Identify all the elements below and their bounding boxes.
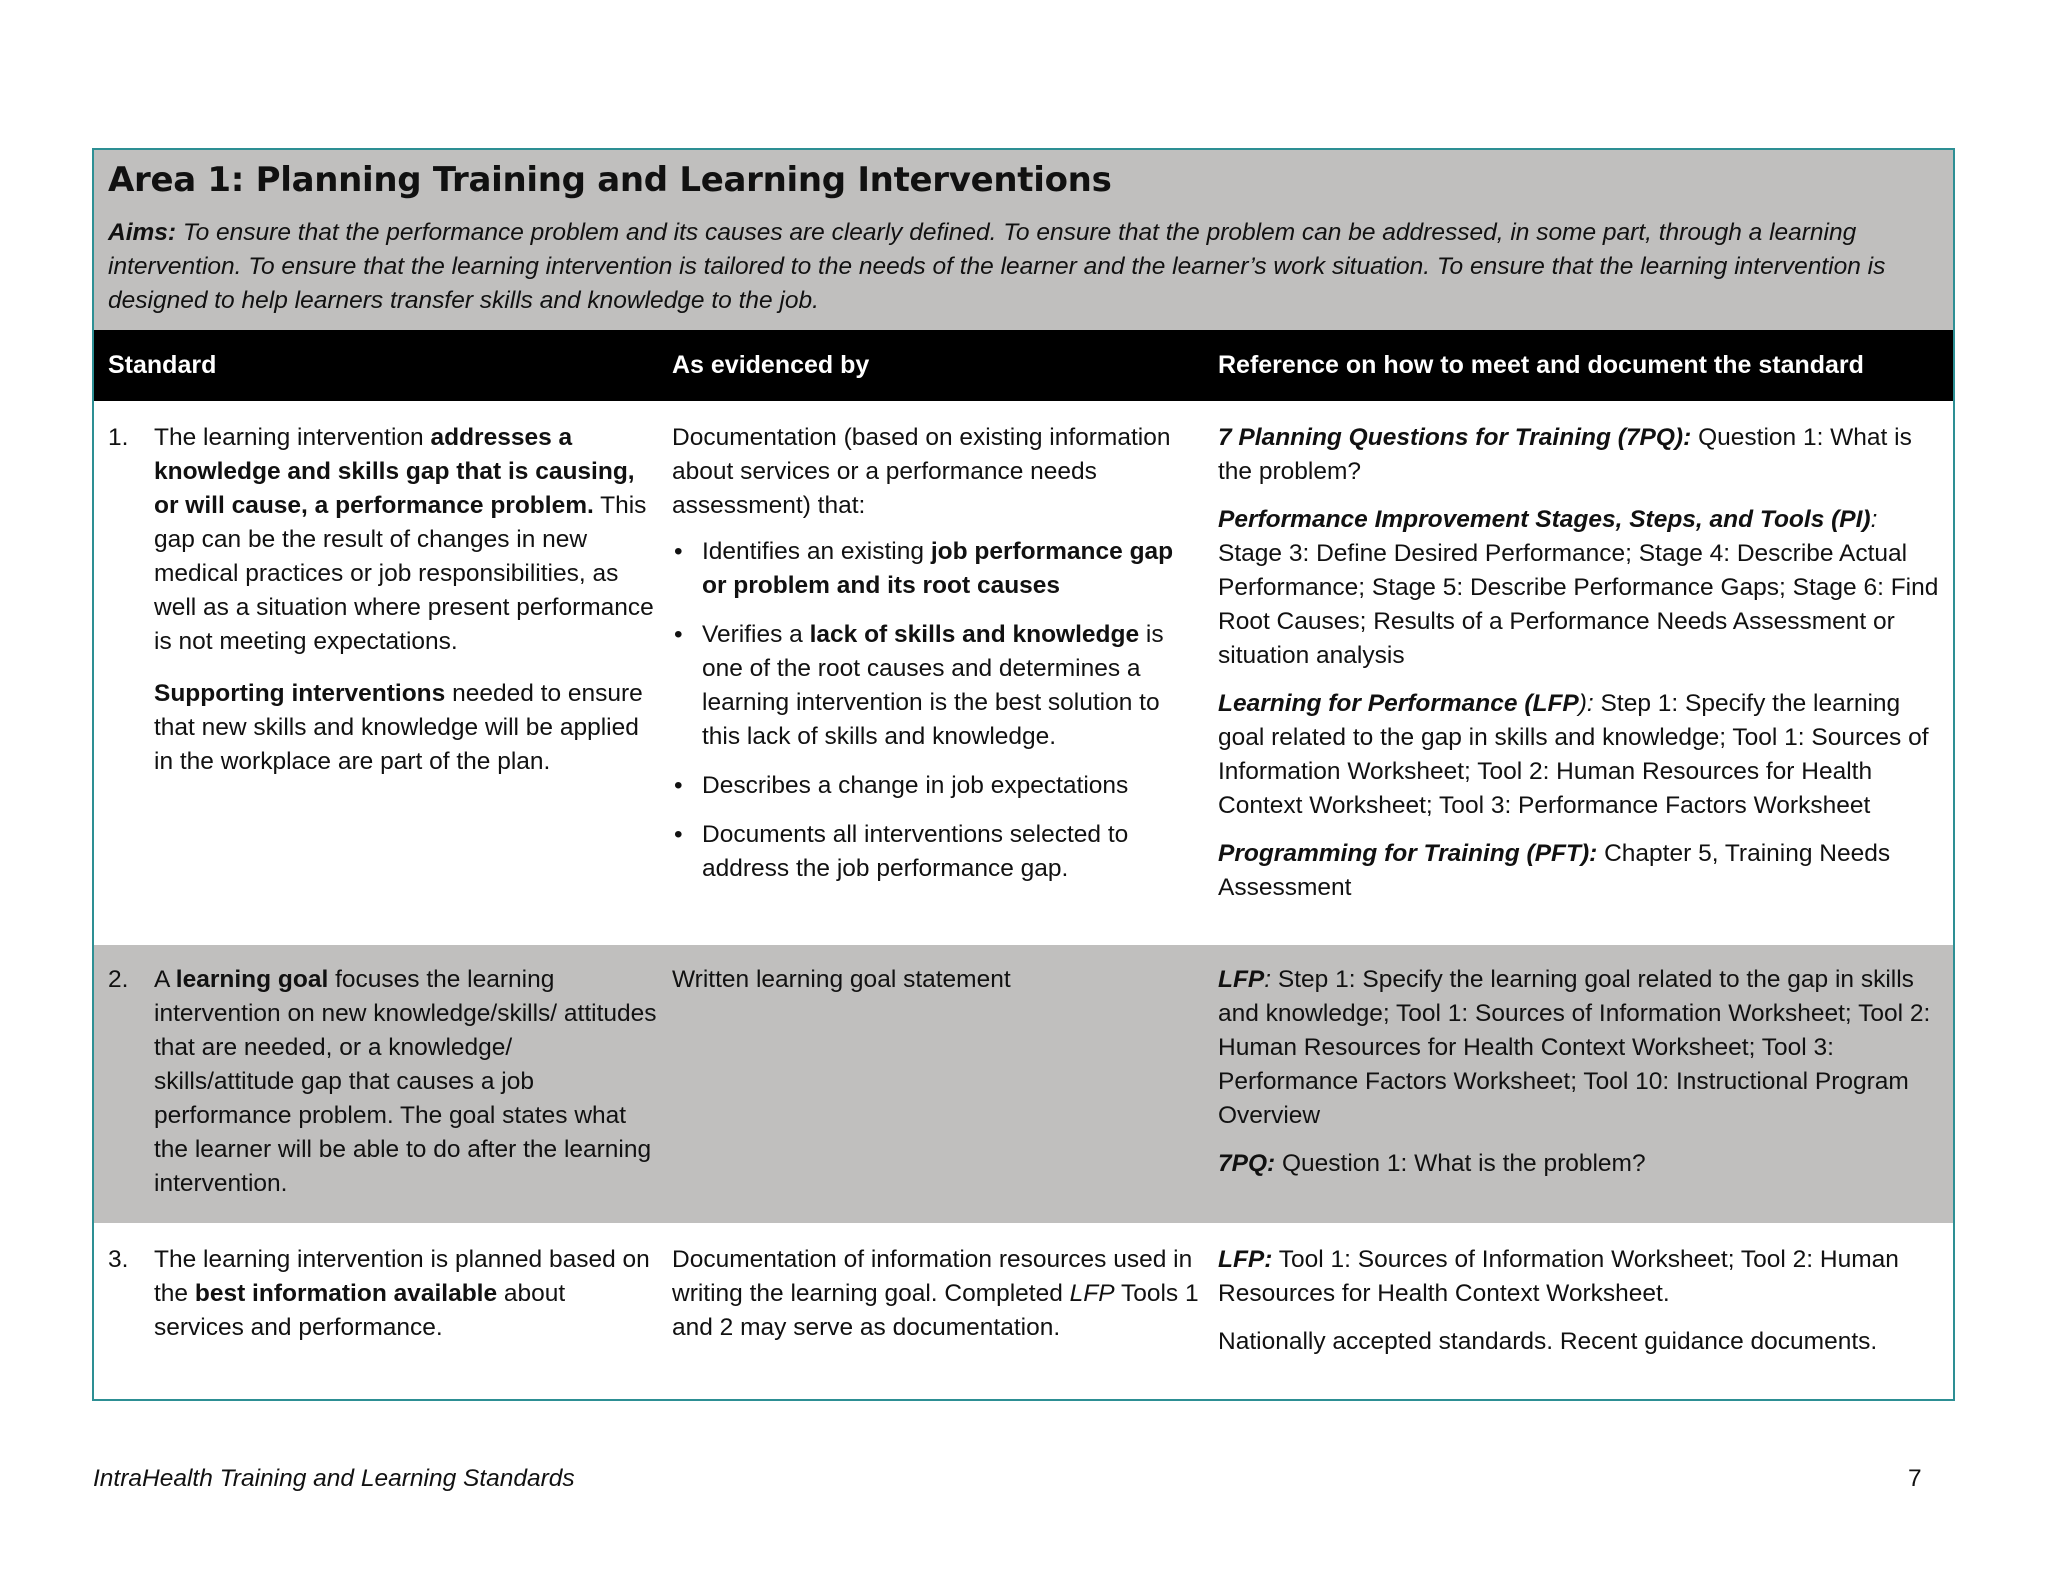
standard-paragraph (154, 421, 658, 659)
standard-text (154, 421, 658, 945)
text-run-bold: addresses a knowledge and skills gap that is causing, or will cause, a performance problem. (154, 424, 635, 519)
reference-text: Stage 3: Define Desired Performance; Stage 4: Describe Actual Performance; Stage 5: Describe Performance Gaps; Stage 6: Find Root Causes; Results of a Performance Needs Assessment or situation analysis (1218, 540, 1939, 669)
evidence-list (672, 535, 1204, 886)
standard-text (154, 963, 658, 1223)
bullet-icon: • (674, 621, 683, 648)
reference-label: LFP (1218, 966, 1265, 993)
reference-text: Step 1: Specify the learning goal related to the gap in skills and knowledge; Tool 1: Sources of Information Worksheet; Tool 2: Human Resources for Health Context Worksheet; Tool 3: Performance Factors Worksheet (1218, 690, 1929, 819)
bullet-icon: • (674, 538, 683, 565)
text-run: is one of the root causes and determines a learning intervention is the best solution to this lack of skills and knowledge. (702, 621, 1164, 750)
text-run: This gap can be the result of changes in new medical practices or job responsibilities, as well as a situation where present performance is not meeting expectations. (154, 492, 654, 655)
text-run: A (154, 966, 176, 993)
column-header-standard: Standard (108, 351, 217, 379)
reference-cell (1218, 963, 1953, 1223)
bullet-icon: • (674, 821, 683, 848)
reference-cell (1218, 421, 1953, 945)
row-number: 1. (108, 424, 129, 451)
text-run: Documents all interventions selected to address the job performance gap. (702, 821, 1129, 882)
evidence-intro (672, 1243, 1204, 1345)
column-header-evidence: As evidenced by (672, 351, 870, 379)
standard-cell (94, 963, 672, 1223)
reference-text: Question 1: What is the problem? (1275, 1150, 1646, 1177)
text-run: The learning intervention (154, 424, 431, 451)
reference-entry (1218, 1243, 1939, 1311)
text-run: about services and performance. (154, 1280, 566, 1341)
text-run-bold: learning goal (175, 966, 329, 993)
evidence-intro: Written learning goal statement (672, 966, 1011, 993)
reference-text: Question 1: What is the problem? (1218, 424, 1912, 485)
table-header (94, 330, 1953, 401)
standard-paragraph (154, 963, 658, 1201)
text-run: needed to ensure that new skills and knowledge will be applied in the workplace are part of the plan. (154, 680, 643, 775)
standard-cell (94, 421, 672, 945)
text-run: Describes a change in job expectations (702, 772, 1129, 799)
reference-label: 7 Planning Questions for Training (7PQ): (1218, 424, 1692, 451)
standard-cell (94, 1243, 672, 1399)
column-header-reference: Reference on how to meet and document the standard (1218, 351, 1864, 379)
text-run: Tools 1 and 2 may serve as documentation. (672, 1280, 1199, 1341)
aims-paragraph (108, 216, 1939, 318)
standard-text (154, 1243, 658, 1399)
list-item (672, 618, 1204, 754)
reference-label: LFP: (1218, 1246, 1273, 1273)
row-number: 2. (108, 966, 129, 993)
aims-text: To ensure that the performance problem and its causes are clearly defined. To ensure that the problem can be addressed, in some part, through a learning intervention. To ensure that the learning intervention is tailored to the needs of the learner and the learner’s work situation. To ensure that the learning intervention is designed to help learners transfer skills and knowledge to the job. (108, 219, 1886, 314)
footer-title: IntraHealth Training and Learning Standards (93, 1465, 575, 1492)
text-run-bold: job performance gap or problem and its root causes (702, 538, 1174, 599)
table-row (94, 401, 1953, 945)
reference-text: Step 1: Specify the learning goal related to the gap in skills and knowledge; Tool 1: Sources of Information Worksheet; Tool 2: Human Resources for Health Context Worksheet; Tool 3: Performance Factors Worksheet; Tool 10: Instructional Program Overview (1218, 966, 1931, 1129)
text-run-bold: best information available (194, 1280, 498, 1307)
area-header (94, 150, 1953, 330)
table-row (94, 1223, 1953, 1399)
reference-label-suffix: : (1264, 966, 1272, 993)
evidence-intro: Documentation (based on existing information about services or a performance needs assessment) that: (672, 424, 1171, 519)
reference-entry (1218, 1325, 1939, 1359)
reference-text: Nationally accepted standards. Recent guidance documents. (1218, 1328, 1878, 1355)
text-run: focuses the learning intervention on new knowledge/skills/ attitudes that are needed, or a knowledge/ skills/attitude gap that causes a job performance problem. The goal states what the learner will be able to do after the learning intervention. (154, 966, 657, 1197)
reference-label: Performance Improvement Stages, Steps, and Tools (PI) (1218, 506, 1871, 533)
text-run-italic: LFP (1069, 1280, 1115, 1307)
reference-entry (1218, 963, 1939, 1133)
area-title: Area 1: Planning Training and Learning Interventions (108, 160, 1112, 200)
reference-entry (1218, 837, 1939, 905)
reference-entry (1218, 1147, 1939, 1181)
text-run: The learning intervention is planned based on the (154, 1246, 650, 1307)
reference-cell (1218, 1243, 1953, 1399)
aims-label: Aims: (108, 219, 177, 246)
text-run-bold: Supporting interventions (154, 680, 446, 707)
list-item (672, 535, 1204, 603)
reference-label: 7PQ: (1218, 1150, 1276, 1177)
reference-entry (1218, 503, 1939, 673)
reference-label: Programming for Training (PFT): (1218, 840, 1598, 867)
reference-label-suffix: ): (1578, 690, 1594, 717)
text-run: Verifies a (702, 621, 810, 648)
row-number: 3. (108, 1246, 129, 1273)
evidence-cell (672, 1243, 1218, 1399)
standard-paragraph (154, 677, 658, 779)
reference-entry (1218, 687, 1939, 823)
evidence-cell (672, 421, 1218, 945)
list-item (672, 818, 1204, 886)
standards-table (92, 148, 1955, 1401)
reference-label: Learning for Performance (LFP (1218, 690, 1579, 717)
text-run: Identifies an existing (702, 538, 931, 565)
text-run-bold: lack of skills and knowledge (809, 621, 1140, 648)
reference-entry (1218, 421, 1939, 489)
reference-text: Tool 1: Sources of Information Worksheet; Tool 2: Human Resources for Health Context Worksheet. (1218, 1246, 1899, 1307)
reference-text: Chapter 5, Training Needs Assessment (1218, 840, 1891, 901)
list-item (672, 769, 1204, 803)
bullet-icon: • (674, 772, 683, 799)
table-row (94, 945, 1953, 1223)
standard-paragraph (154, 1243, 658, 1345)
text-run: Documentation of information resources used in writing the learning goal. Completed (672, 1246, 1193, 1307)
reference-label-suffix: : (1870, 506, 1878, 533)
page-number: 7 (1908, 1465, 1922, 1492)
evidence-cell (672, 963, 1218, 1223)
